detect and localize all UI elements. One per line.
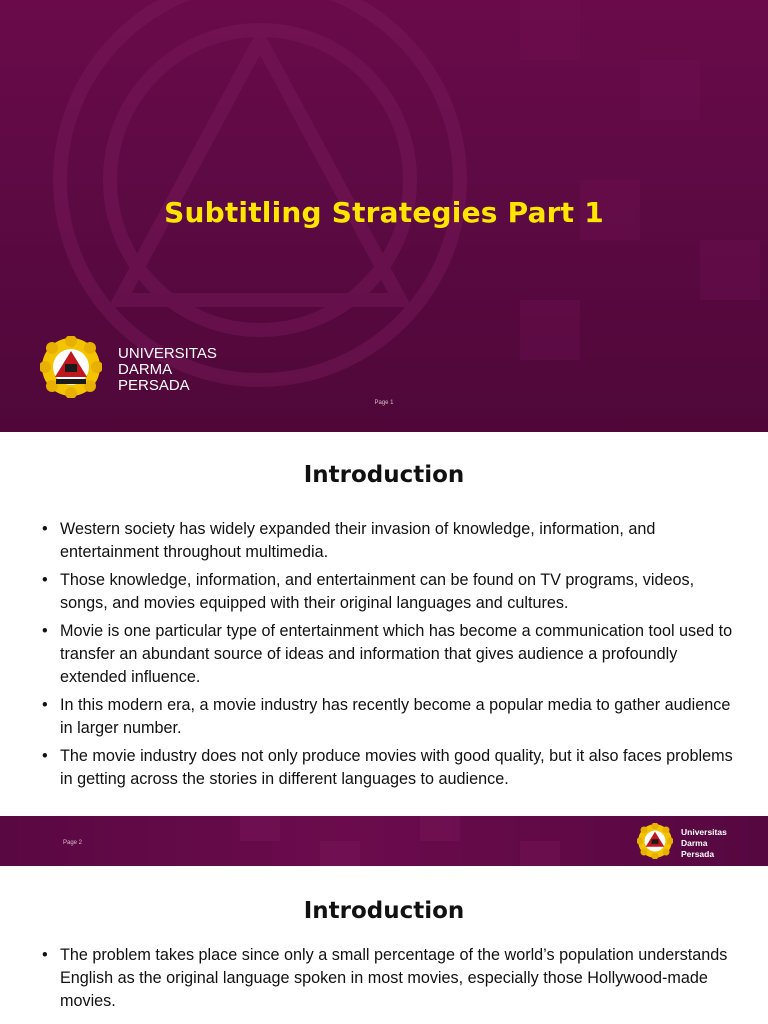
university-name-line-1: Universitas [681, 827, 727, 837]
bullet-text: Those knowledge, information, and entertainment can be found on TV programs, videos, songs, and movies equipped with their original languages and cultures. [60, 571, 695, 612]
university-name-line-2: DARMA [118, 361, 173, 378]
bullet-marker: • [42, 571, 48, 589]
university-name-line-1: UNIVERSITAS [118, 345, 217, 362]
bullet-marker: • [42, 622, 48, 640]
university-name-small [681, 827, 727, 860]
bullet-text: Western society has widely expanded their invasion of knowledge, information, and entertainment throughout multimedia. [60, 520, 656, 561]
university-logo-icon [40, 336, 102, 398]
slide-heading: Introduction [303, 462, 465, 488]
slide-heading: Introduction [303, 898, 465, 924]
introduction-slide [0, 432, 768, 816]
page-number: Page 2 [63, 840, 83, 846]
list-item [42, 620, 738, 689]
bullet-text: Movie is one particular type of entertainment which has become a communication tool used to transfer an abundant source of ideas and information that gives audience a profoundly extended influence. [60, 622, 733, 686]
list-item [42, 944, 738, 1013]
university-name [118, 346, 217, 394]
introduction-slide-continued [0, 866, 768, 1024]
university-logo-icon [637, 823, 673, 859]
list-item [42, 745, 738, 791]
bullet-text: In this modern era, a movie industry has recently become a popular media to gather audience in larger number. [60, 696, 731, 737]
slide-title: Subtitling Strategies Part 1 [164, 196, 604, 229]
bullet-list [42, 518, 738, 796]
page-number: Page 1 [374, 400, 394, 406]
university-name-line-2: Darma [681, 838, 708, 848]
list-item [42, 694, 738, 740]
bullet-marker: • [42, 747, 48, 765]
university-name-line-3: Persada [681, 849, 715, 859]
bullet-marker: • [42, 696, 48, 714]
title-slide [0, 0, 768, 432]
bullet-marker: • [42, 946, 48, 964]
bullet-list [42, 944, 738, 1018]
university-name-line-3: PERSADA [118, 377, 190, 394]
bullet-marker: • [42, 520, 48, 538]
bullet-text: The movie industry does not only produce movies with good quality, but it also faces problems in getting across the stories in different languages to audience. [60, 747, 733, 788]
bullet-text: The problem takes place since only a small percentage of the world’s population understands English as the original language spoken in most movies, especially those Hollywood-made movies. [60, 946, 728, 1010]
list-item [42, 569, 738, 615]
list-item [42, 518, 738, 564]
